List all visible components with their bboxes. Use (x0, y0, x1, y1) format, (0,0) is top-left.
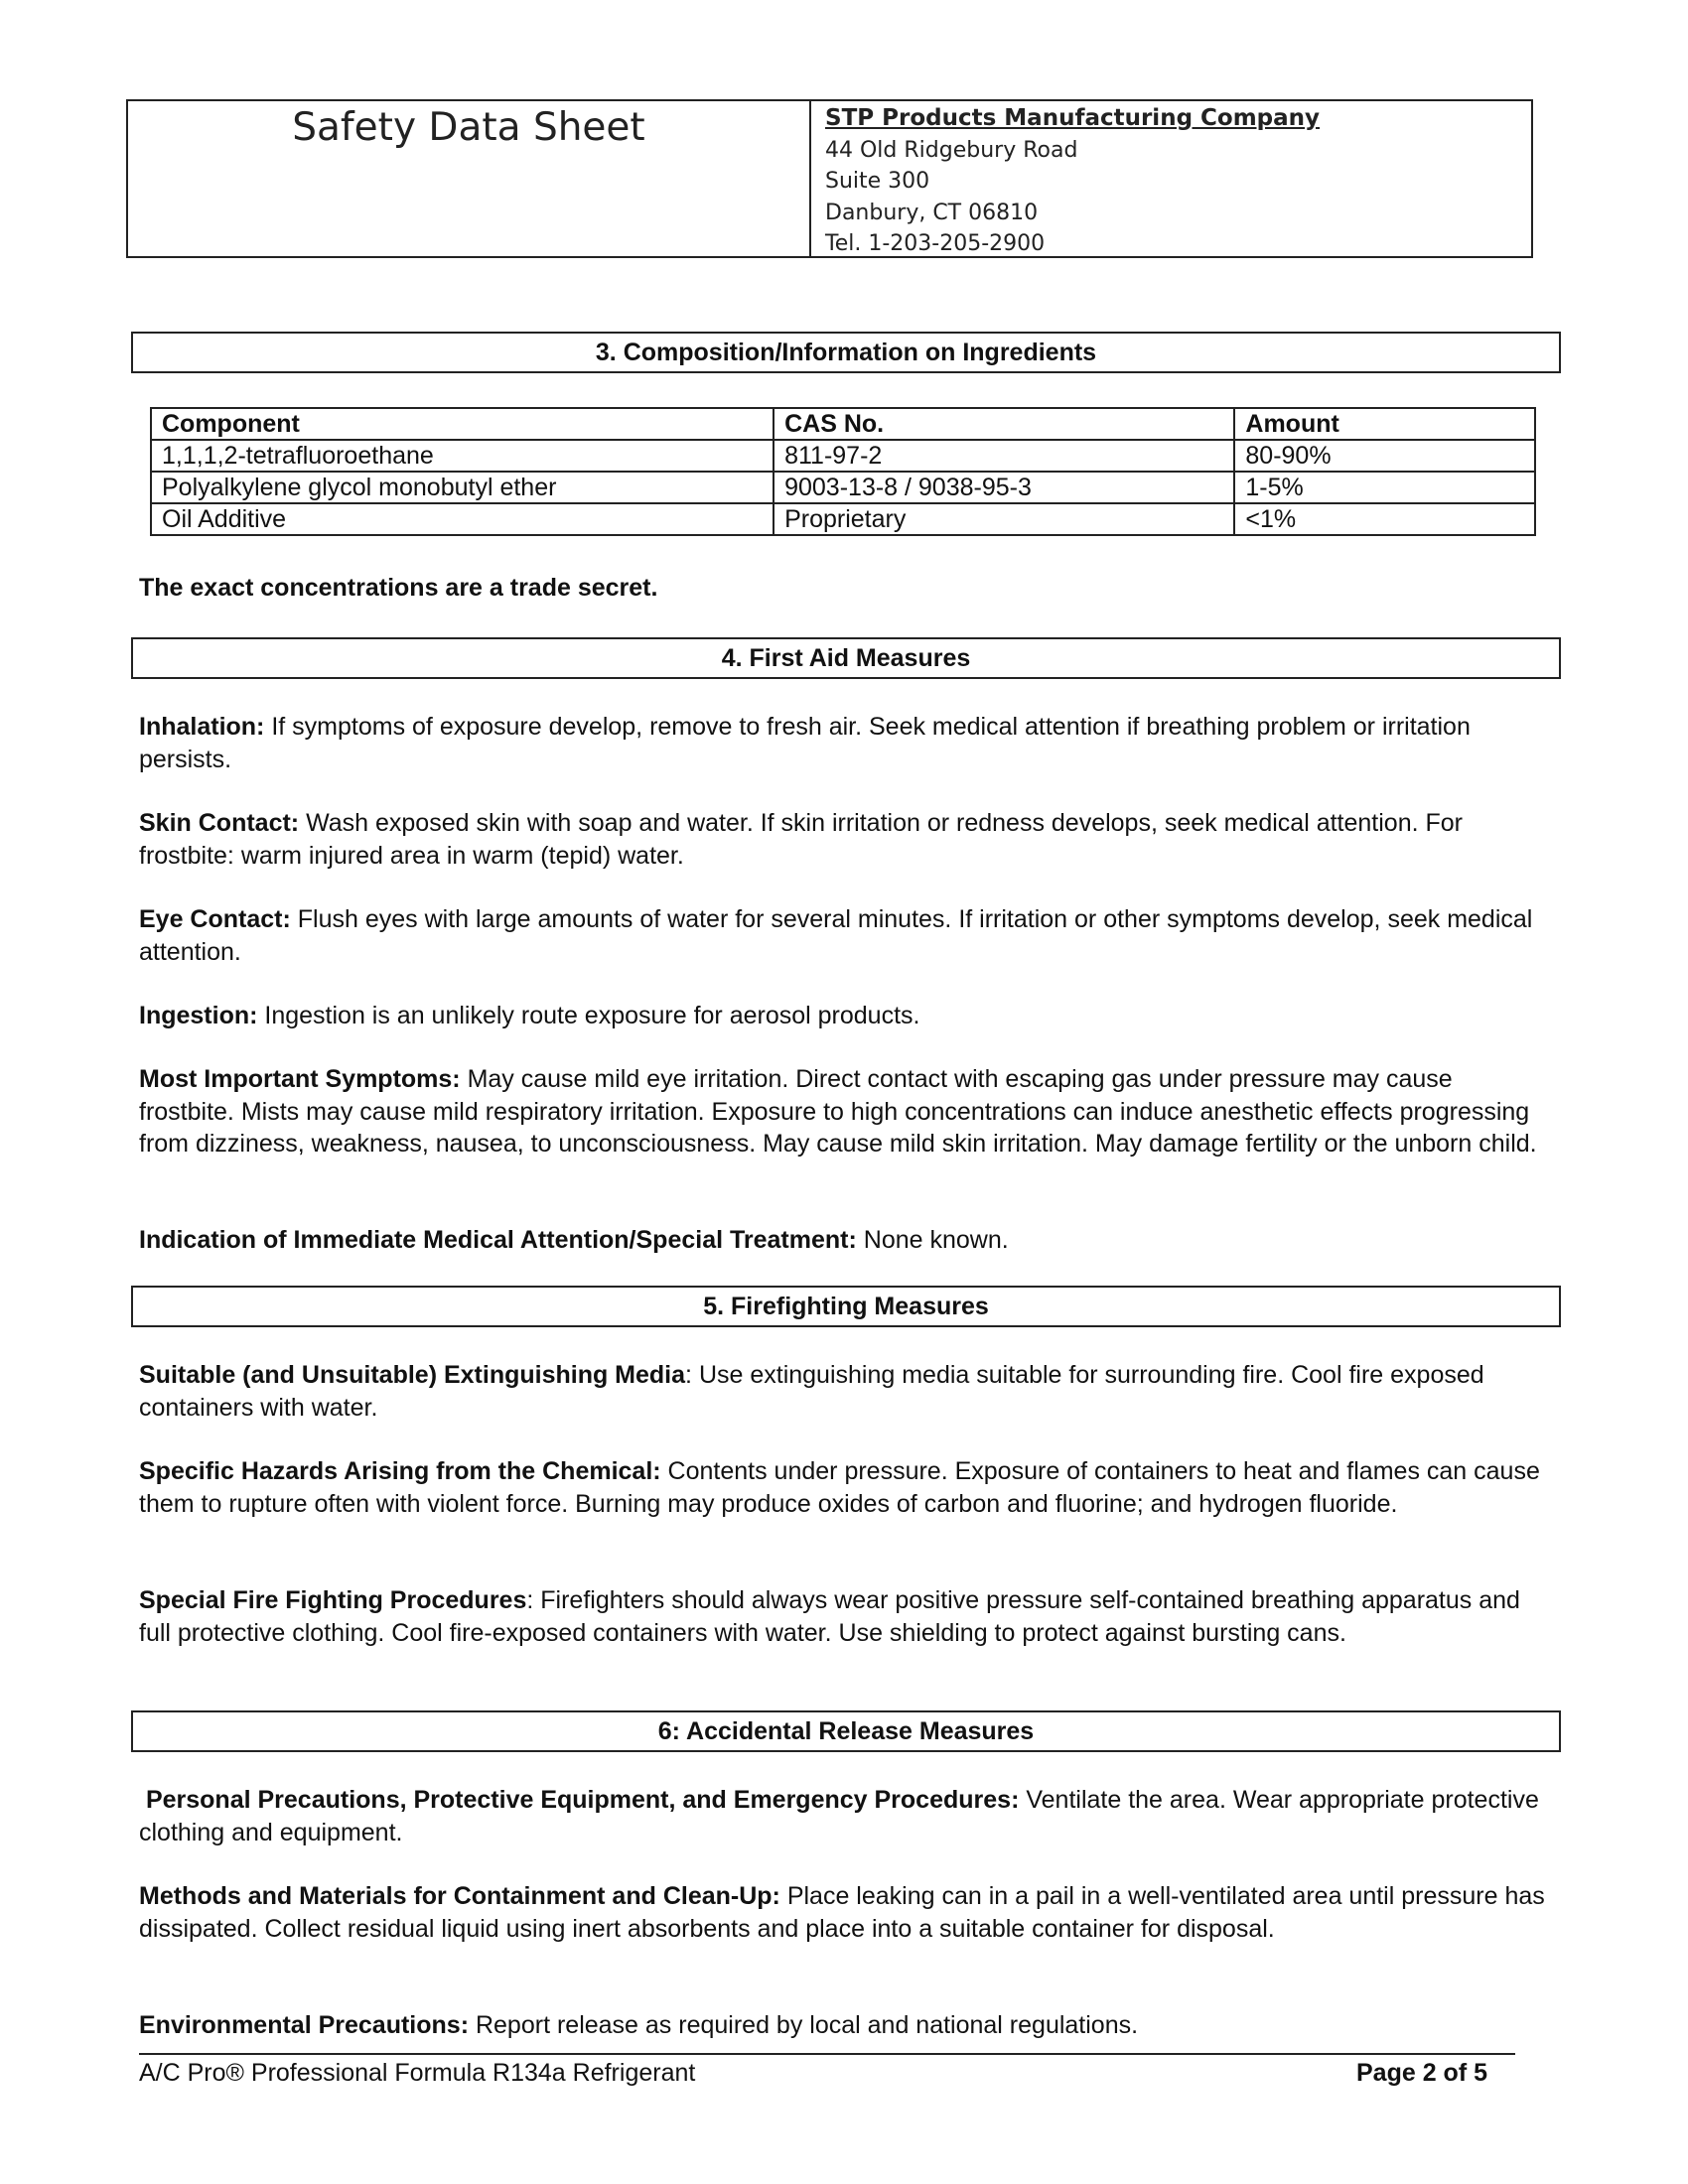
inhalation-paragraph: Inhalation: If symptoms of exposure develop, remove to fresh air. Seek medical attention if breathing problem or irritation persists. (139, 713, 1471, 773)
environmental-precautions-paragraph: Environmental Precautions: Report release as required by local and national regulations. (139, 2011, 1139, 2039)
indication-label: Indication of Immediate Medical Attention/Special Treatment: (139, 1226, 857, 1254)
table-cell: 1-5% (1234, 472, 1535, 503)
table-cell: Proprietary (774, 503, 1234, 535)
column-header: Amount (1234, 408, 1535, 440)
address-city: Danbury, CT 06810 (825, 200, 1039, 225)
column-header: CAS No. (774, 408, 1234, 440)
section-4-heading: 4. First Aid Measures (131, 637, 1561, 679)
ingestion-label: Ingestion: (139, 1002, 258, 1029)
table-cell: 9003-13-8 / 9038-95-3 (774, 472, 1234, 503)
symptoms-label: Most Important Symptoms: (139, 1065, 461, 1093)
symptoms-paragraph: Most Important Symptoms: May cause mild eye irritation. Direct contact with escaping gas under pressure may cause frostbite. Mists may cause mild respiratory irritation. Exposure to high concentrations can induce anesthetic effects progressing from dizziness, weakness, nausea, to unconsciousness. May cause mild skin irritation. May damage fertility or the unborn child. (139, 1065, 1537, 1158)
containment-methods-paragraph: Methods and Materials for Containment and Clean-Up: Place leaking can in a pail in a well-ventilated area until pressure has dissipated. Collect residual liquid using inert absorbents and place into a suitable container for disposal. (139, 1882, 1545, 1943)
extinguishing-media-label: Suitable (and Unsuitable) Extinguishing Media (139, 1361, 686, 1389)
personal-precautions-label: Personal Precautions, Protective Equipment, and Emergency Procedures: (145, 1786, 1020, 1814)
company-name: STP Products Manufacturing Company (825, 105, 1321, 131)
table-row (151, 440, 1535, 472)
specific-hazards-paragraph: Specific Hazards Arising from the Chemical: Contents under pressure. Exposure of containers to heat and flames can cause them to rupture often with violent force. Burning may produce oxides of carbon and fluorine; and hydrogen fluoride. (139, 1457, 1540, 1518)
indication-paragraph: Indication of Immediate Medical Attention/Special Treatment: None known. (139, 1226, 1009, 1254)
table-row (151, 503, 1535, 535)
page-number: Page 2 of 5 (1356, 2059, 1487, 2087)
document-title: Safety Data Sheet (292, 105, 645, 150)
containment-methods-label: Methods and Materials for Containment and Clean-Up: (139, 1882, 780, 1910)
environmental-precautions-label: Environmental Precautions: (139, 2011, 470, 2039)
section-6-heading: 6: Accidental Release Measures (131, 1710, 1561, 1752)
section-3-heading: 3. Composition/Information on Ingredients (131, 332, 1561, 373)
eye-contact-label: Eye Contact: (139, 905, 291, 933)
eye-contact-paragraph: Eye Contact: Flush eyes with large amounts of water for several minutes. If irritation or other symptoms develop, seek medical attention. (139, 905, 1533, 966)
address-line-1: 44 Old Ridgebury Road (825, 137, 1078, 163)
table-cell: 811-97-2 (774, 440, 1234, 472)
skin-contact-paragraph: Skin Contact: Wash exposed skin with soap and water. If skin irritation or redness develops, seek medical attention. For frostbite: warm injured area in warm (tepid) water. (139, 809, 1463, 870)
table-cell: 80-90% (1234, 440, 1535, 472)
table-cell: <1% (1234, 503, 1535, 535)
company-phone: Tel. 1-203-205-2900 (825, 231, 1046, 256)
composition-table (150, 407, 1536, 536)
table-header-row (151, 408, 1535, 440)
footer-product-name: A/C Pro® Professional Formula R134a Refrigerant (139, 2059, 696, 2087)
table-cell: Polyalkylene glycol monobutyl ether (151, 472, 774, 503)
table-row (151, 472, 1535, 503)
specific-hazards-label: Specific Hazards Arising from the Chemical: (139, 1457, 661, 1485)
document-header (126, 99, 1533, 258)
fire-fighting-procedures-label: Special Fire Fighting Procedures (139, 1586, 527, 1614)
footer-divider (139, 2053, 1515, 2055)
header-title-cell (128, 101, 811, 256)
extinguishing-media-paragraph: Suitable (and Unsuitable) Extinguishing Media: Use extinguishing media suitable for surrounding fire. Cool fire exposed containers with water. (139, 1361, 1484, 1422)
skin-contact-label: Skin Contact: (139, 809, 300, 837)
table-cell: 1,1,1,2-tetrafluoroethane (151, 440, 774, 472)
ingestion-paragraph: Ingestion: Ingestion is an unlikely route exposure for aerosol products. (139, 1002, 920, 1029)
fire-fighting-procedures-paragraph: Special Fire Fighting Procedures: Firefighters should always wear positive pressure self-contained breathing apparatus and full protective clothing. Cool fire-exposed containers with water. Use shielding to protect against bursting cans. (139, 1586, 1520, 1647)
section-5-heading: 5. Firefighting Measures (131, 1286, 1561, 1327)
column-header: Component (151, 408, 774, 440)
inhalation-label: Inhalation: (139, 713, 265, 741)
trade-secret-note: The exact concentrations are a trade secret. (139, 574, 658, 602)
address-line-2: Suite 300 (825, 169, 930, 194)
company-info (811, 101, 1320, 256)
personal-precautions-paragraph: Personal Precautions, Protective Equipment, and Emergency Procedures: Ventilate the area. Wear appropriate protective clothing and equipment. (139, 1786, 1539, 1846)
table-cell: Oil Additive (151, 503, 774, 535)
